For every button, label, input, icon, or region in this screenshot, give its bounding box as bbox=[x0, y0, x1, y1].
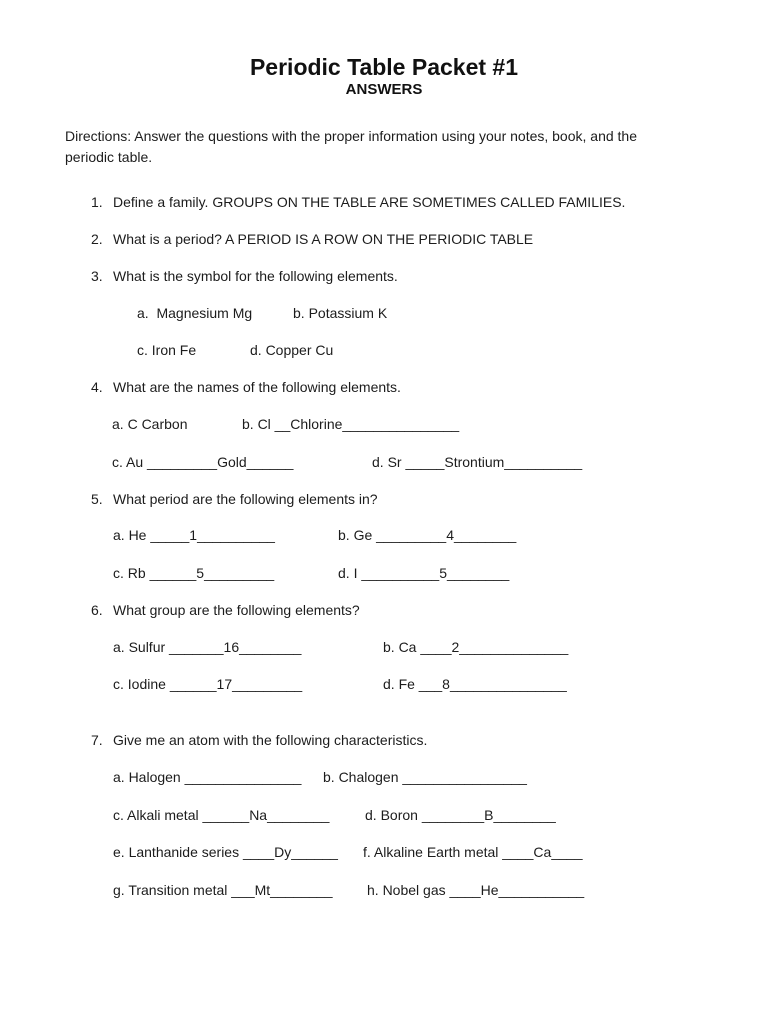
question-3-text: What is the symbol for the following elements. bbox=[113, 268, 398, 284]
question-5-part-c: c. Rb ______5_________ bbox=[113, 565, 275, 581]
question-6-part-a: a. Sulfur _______16________ bbox=[113, 639, 302, 655]
question-4-text: What are the names of the following elements. bbox=[113, 379, 401, 395]
question-5-part-b: b. Ge _________4________ bbox=[338, 527, 517, 543]
question-3-part-c: c. Iron Fe bbox=[137, 342, 197, 358]
question-1-text: Define a family. GROUPS ON THE TABLE ARE SOMETIMES CALLED FAMILIES. bbox=[113, 194, 626, 210]
question-7-text: Give me an atom with the following characteristics. bbox=[113, 732, 428, 748]
question-7-part-e: e. Lanthanide series ____Dy______ bbox=[113, 844, 338, 860]
question-2-number: 2. bbox=[91, 231, 103, 247]
question-7-part-h: h. Nobel gas ____He___________ bbox=[367, 882, 585, 898]
question-7-part-b: b. Chalogen ________________ bbox=[323, 769, 527, 785]
question-6-part-b: b. Ca ____2______________ bbox=[383, 639, 569, 655]
question-3-part-a: a. Magnesium Mg bbox=[137, 305, 253, 321]
question-3-part-b: b. Potassium K bbox=[293, 305, 388, 321]
question-6-number: 6. bbox=[91, 602, 103, 618]
question-2-text: What is a period? A PERIOD IS A ROW ON THE PERIODIC TABLE bbox=[113, 231, 534, 247]
question-7-part-d: d. Boron ________B________ bbox=[365, 807, 556, 823]
question-3-part-d: d. Copper Cu bbox=[250, 342, 334, 358]
question-6-text: What group are the following elements? bbox=[113, 602, 360, 618]
question-4-part-a: a. C Carbon bbox=[112, 416, 188, 432]
question-6-part-c: c. Iodine ______17_________ bbox=[113, 676, 303, 692]
question-5-part-a: a. He _____1__________ bbox=[113, 527, 275, 543]
directions-text-line1: Directions: Answer the questions with the proper information using your notes, book, and the bbox=[65, 128, 637, 144]
question-5-number: 5. bbox=[91, 491, 103, 507]
question-4-number: 4. bbox=[91, 379, 103, 395]
directions-text-line2: periodic table. bbox=[65, 149, 153, 165]
question-7-part-g: g. Transition metal ___Mt________ bbox=[113, 882, 333, 898]
question-5-text: What period are the following elements in? bbox=[113, 491, 378, 507]
question-1-number: 1. bbox=[91, 194, 103, 210]
question-7-number: 7. bbox=[91, 732, 103, 748]
question-5-part-d: d. I __________5________ bbox=[338, 565, 510, 581]
question-4-part-b: b. Cl __Chlorine_______________ bbox=[242, 416, 460, 432]
page-subtitle: ANSWERS bbox=[345, 81, 423, 98]
question-4-part-d: d. Sr _____Strontium__________ bbox=[372, 454, 583, 470]
question-3-number: 3. bbox=[91, 268, 103, 284]
question-4-part-c: c. Au _________Gold______ bbox=[112, 454, 294, 470]
question-7-part-f: f. Alkaline Earth metal ____Ca____ bbox=[363, 844, 583, 860]
question-7-part-c: c. Alkali metal ______Na________ bbox=[113, 807, 330, 823]
page-title: Periodic Table Packet #1 bbox=[249, 54, 519, 80]
question-6-part-d: d. Fe ___8_______________ bbox=[383, 676, 567, 692]
question-7-part-a: a. Halogen _______________ bbox=[113, 769, 302, 785]
